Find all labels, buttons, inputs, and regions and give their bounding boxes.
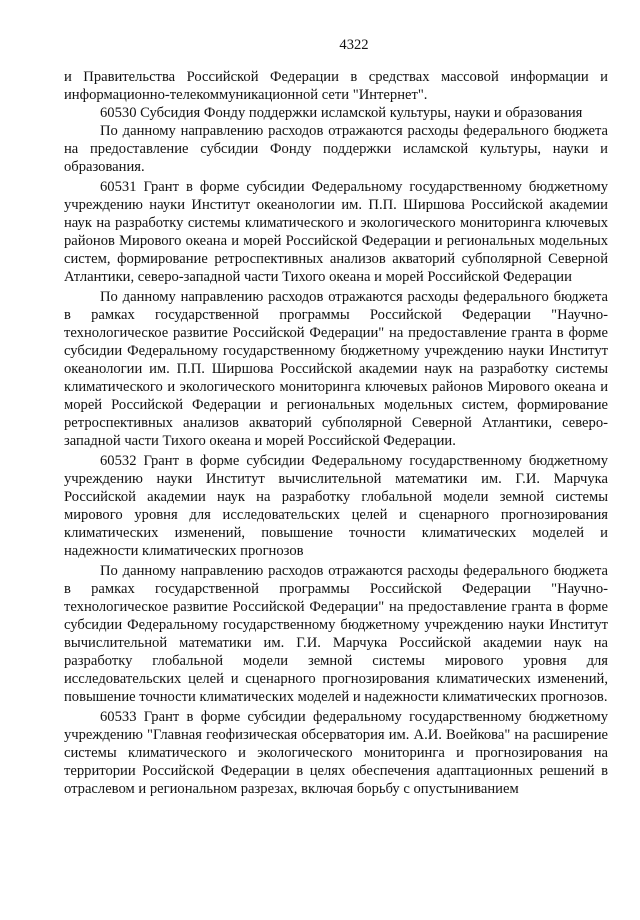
section-heading-60533: 60533 Грант в форме субсидии федеральному государственному бюджетному учреждению "Главная геофизическая обсерватория им. А.И. Воейкова" на расширение системы климатического и экологического мониторинга и прогнозирования на территории Российской Федерации в целях обеспечения адаптационных решений в отраслевом и региональном разрезах, включая борьбу с опустыниванием	[64, 709, 608, 797]
section-heading-60531: 60531 Грант в форме субсидии Федеральному государственному бюджетному учреждению науки Институт океанологии им. П.П. Ширшова Российской академии наук на разработку системы климатического и экологического мониторинга ключевых районов Мирового океана и морей Российской Федерации и региональных модельных систем, формирование ретроспективных анализов акваторий субполярной Северной Атлантики, северо-западной части Тихого океана и морей Российской Федерации	[64, 179, 608, 285]
section-heading-60532: 60532 Грант в форме субсидии Федеральному государственному бюджетному учреждению науки Институт вычислительной математики им. Г.И. Марчука Российской академии наук на разработку глобальной модели земной системы мирового уровня для исследовательских целей и сценарного прогнозирования климатических изменений, повышение точности климатических моделей и надежности климатических прогнозов	[64, 453, 608, 559]
paragraph-60531-description: По данному направлению расходов отражаются расходы федерального бюджета в рамках государственной программы Российской Федерации "Научно-технологическое развитие Российской Федерации" на предоставление гранта в форме субсидии Федеральному государственному бюджетному учреждению науки Институт океанологии им. П.П. Ширшова Российской академии наук на разработку системы климатического и экологического мониторинга ключевых районов Мирового океана и морей Российской Федерации и региональных модельных систем, формирование ретроспективных анализов акваторий субполярной Северной Атлантики, северо-западной части Тихого океана и морей Российской Федерации.	[64, 289, 608, 449]
page-number: 4322	[339, 37, 369, 53]
paragraph-60530-description: По данному направлению расходов отражаются расходы федерального бюджета на предоставление субсидии Фонду поддержки исламской культуры, науки и образования.	[64, 123, 608, 175]
section-heading-60530: 60530 Субсидия Фонду поддержки исламской культуры, науки и образования	[100, 105, 583, 121]
paragraph-continuation: и Правительства Российской Федерации в средствах массовой информации и информационно-телекоммуникационной сети "Интернет".	[64, 69, 608, 103]
paragraph-60532-description: По данному направлению расходов отражаются расходы федерального бюджета в рамках государственной программы Российской Федерации "Научно-технологическое развитие Российской Федерации" на предоставление гранта в форме субсидии Федеральному государственному бюджетному учреждению науки Институт вычислительной математики им. Г.И. Марчука Российской академии наук на разработку глобальной модели земной системы мирового уровня для исследовательских целей и сценарного прогнозирования климатических изменений, повышение точности климатических моделей и надежности климатических прогнозов.	[64, 563, 608, 705]
